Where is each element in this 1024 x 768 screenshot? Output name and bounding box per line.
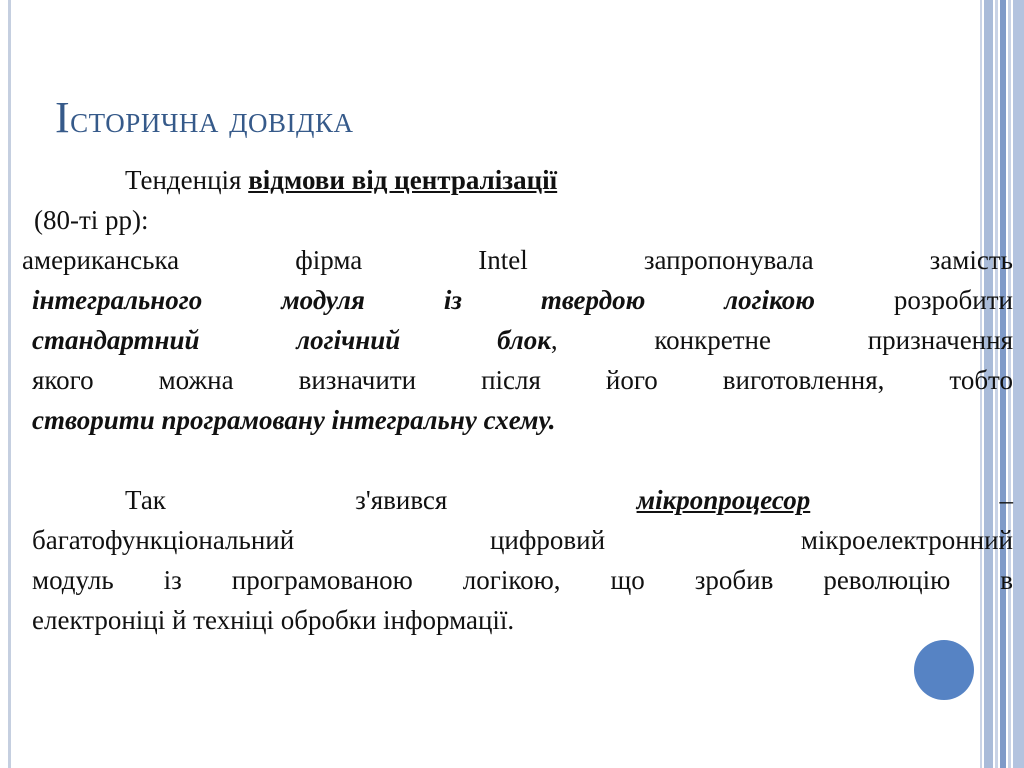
- emphasis-text: мікропроцесор: [636, 485, 811, 515]
- para1-line4: [28, 280, 1013, 320]
- para2-line3: модуль із програмованою логікою, що зробив революцію в: [32, 565, 1013, 595]
- text-span: Тенденція: [125, 165, 249, 195]
- slide-title: [55, 92, 353, 143]
- accent-circle: [914, 640, 974, 700]
- para1-line3: американська фірма Intel запропонувала замість: [22, 245, 1013, 275]
- para1-line1: [28, 160, 1013, 200]
- stripe: [1013, 0, 1024, 768]
- slide-body: [22, 160, 1014, 640]
- para2-line2: багатофункціональний цифровий мікроелектронний: [32, 525, 1013, 555]
- text-span: –: [999, 485, 1014, 515]
- para2-line1: [28, 480, 1013, 520]
- para1-line5: [28, 320, 1013, 360]
- paragraph-gap: [28, 440, 1013, 480]
- left-border-rule: [8, 0, 11, 768]
- title-rest: сторична довідка: [70, 98, 354, 141]
- text-span: розробити: [814, 285, 1013, 315]
- text-span: Так з'явився: [125, 485, 637, 515]
- emphasis-text: інтегрального модуля із твердою логікою: [32, 285, 815, 315]
- emphasis-text: відмови від централізації: [248, 165, 558, 195]
- title-initial: І: [55, 93, 71, 142]
- text-span: , конкретне призначення: [550, 325, 1013, 355]
- para2-line4: електроніці й техніці обробки інформації.: [32, 605, 515, 635]
- para1-line7: створити програмовану інтегральну схему.: [32, 405, 556, 435]
- para1-line6: якого можна визначити після його виготовлення, тобто: [32, 365, 1013, 395]
- emphasis-text: стандартний логічний блок: [32, 325, 551, 355]
- para1-line2: (80-ті рр):: [34, 205, 149, 235]
